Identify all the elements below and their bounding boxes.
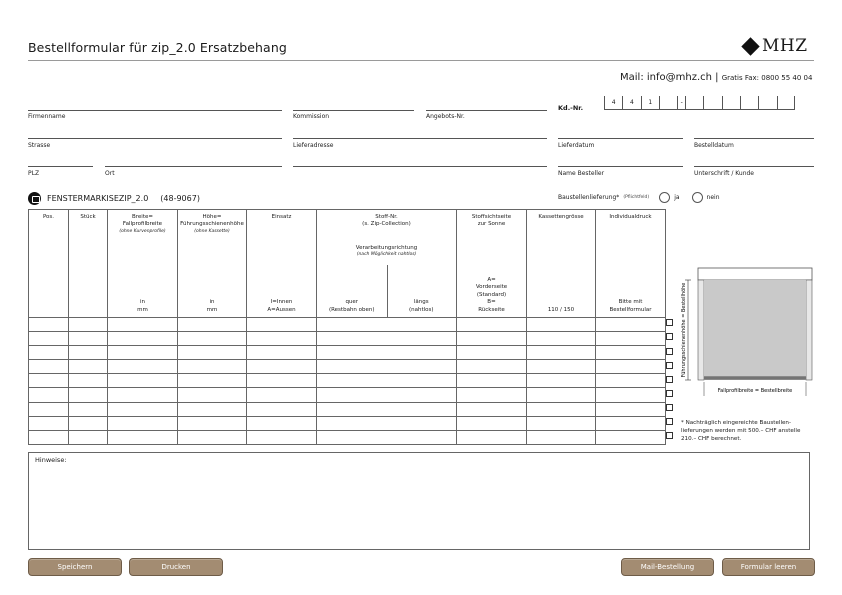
plz-input[interactable] bbox=[28, 166, 93, 167]
header-divider bbox=[28, 60, 814, 61]
cell-breite[interactable] bbox=[108, 360, 178, 374]
page-title: Bestellformular für zip_2.0 Ersatzbehang bbox=[28, 40, 287, 55]
cell-quer[interactable] bbox=[317, 402, 457, 416]
lieferdatum-input[interactable] bbox=[558, 138, 683, 139]
kd-nr-digit[interactable] bbox=[722, 96, 740, 110]
cell-laengs[interactable] bbox=[457, 332, 527, 346]
speichern-button[interactable]: Speichern bbox=[28, 558, 122, 576]
table-row bbox=[29, 374, 666, 388]
cell-einsatz[interactable] bbox=[247, 402, 317, 416]
kd-nr-digit[interactable] bbox=[685, 96, 703, 110]
cell-stueck[interactable] bbox=[69, 402, 108, 416]
individualdruck-checkbox[interactable] bbox=[666, 376, 673, 383]
name-besteller-input[interactable] bbox=[558, 166, 683, 167]
cell-breite[interactable] bbox=[108, 318, 178, 332]
cell-hoehe[interactable] bbox=[178, 318, 247, 332]
window-icon bbox=[28, 192, 41, 205]
contact-line bbox=[620, 72, 812, 83]
table-row bbox=[29, 416, 666, 430]
cell-pos[interactable] bbox=[29, 388, 69, 402]
table-row bbox=[29, 402, 666, 416]
cell-stueck[interactable] bbox=[69, 318, 108, 332]
unterschrift-label: Unterschrift / Kunde bbox=[694, 170, 755, 177]
kd-nr-digit[interactable] bbox=[758, 96, 776, 110]
kd-nr-label: Kd.-Nr. bbox=[558, 104, 584, 112]
unterschrift-input[interactable] bbox=[694, 166, 814, 167]
col-stoffsichtseite: Stoffsichtseite zur Sonne A= Vorderseite (Standard) B= Rückseite bbox=[457, 210, 527, 318]
table-row bbox=[29, 346, 666, 360]
col-individualdruck: Individualdruck Bitte mit Bestellformular bbox=[596, 210, 666, 318]
col-stoff: Stoff-Nr. (s. Zip-Collection) Verarbeitungsrichtung (nach Möglichkeit nahtlos) quer (Restbahn oben) längs (nahtlos) bbox=[317, 210, 457, 318]
cell-stueck[interactable] bbox=[69, 416, 108, 430]
cell-laengs[interactable] bbox=[457, 346, 527, 360]
cell-stueck[interactable] bbox=[69, 374, 108, 388]
col-breite: Breite= Fallprofilbreite (ohne Kurvenprofile) in mm bbox=[108, 210, 178, 318]
individualdruck-checkbox[interactable] bbox=[666, 404, 673, 411]
section-code: (48-9067) bbox=[160, 194, 200, 203]
lieferadresse-line2-input[interactable] bbox=[293, 166, 547, 167]
cell-kassette[interactable] bbox=[596, 416, 666, 430]
kd-nr-field[interactable] bbox=[604, 96, 795, 110]
cell-kassette[interactable] bbox=[596, 332, 666, 346]
cell-einsatz[interactable] bbox=[247, 388, 317, 402]
cell-stoffsichtseite[interactable] bbox=[527, 388, 596, 402]
ort-label: Ort bbox=[105, 170, 115, 177]
vertical-dimension-label: Führungsschienenhöhe = Bestellhöhe bbox=[681, 282, 687, 378]
strasse-input[interactable] bbox=[28, 138, 282, 139]
cell-quer[interactable] bbox=[317, 346, 457, 360]
cell-quer[interactable] bbox=[317, 416, 457, 430]
ort-input[interactable] bbox=[105, 166, 282, 167]
cell-stoffsichtseite[interactable] bbox=[527, 360, 596, 374]
section-title: FENSTERMARKISEZIP_2.0 bbox=[47, 194, 149, 203]
kd-nr-digit[interactable]: 4 bbox=[622, 96, 640, 110]
cell-pos[interactable] bbox=[29, 360, 69, 374]
cell-stoffsichtseite[interactable] bbox=[527, 374, 596, 388]
cell-kassette[interactable] bbox=[596, 388, 666, 402]
cell-hoehe[interactable] bbox=[178, 332, 247, 346]
cell-breite[interactable] bbox=[108, 402, 178, 416]
cell-quer[interactable] bbox=[317, 360, 457, 374]
section-heading bbox=[28, 192, 200, 205]
col-einsatz: Einsatz I=Innen A=Aussen bbox=[247, 210, 317, 318]
table-row bbox=[29, 332, 666, 346]
cell-stueck[interactable] bbox=[69, 430, 108, 444]
radio-ja[interactable] bbox=[659, 192, 670, 203]
mail-text: Mail: info@mhz.ch | bbox=[620, 72, 719, 83]
radio-nein[interactable] bbox=[692, 192, 703, 203]
kd-nr-digit[interactable] bbox=[659, 96, 677, 110]
col-hoehe: Höhe= Führungsschienenhöhe (ohne Kassette) in mm bbox=[178, 210, 247, 318]
cell-hoehe[interactable] bbox=[178, 346, 247, 360]
col-pos: Pos. bbox=[29, 210, 69, 318]
table-row bbox=[29, 318, 666, 332]
cell-stueck[interactable] bbox=[69, 360, 108, 374]
table-row bbox=[29, 388, 666, 402]
col-stueck: Stück bbox=[69, 210, 108, 318]
cell-quer[interactable] bbox=[317, 318, 457, 332]
horizontal-dimension-label: Fallprofilbreite = Bestellbreite bbox=[717, 388, 793, 394]
lieferadresse-input[interactable] bbox=[293, 138, 547, 139]
order-table bbox=[28, 209, 666, 445]
cell-hoehe[interactable] bbox=[178, 388, 247, 402]
cell-quer[interactable] bbox=[317, 332, 457, 346]
bestelldatum-label: Bestelldatum bbox=[694, 142, 734, 149]
strasse-label: Strasse bbox=[28, 142, 51, 149]
individualdruck-checkbox[interactable] bbox=[666, 432, 673, 439]
cell-laengs[interactable] bbox=[457, 430, 527, 444]
firmenname-label: Firmenname bbox=[28, 113, 66, 120]
cell-pos[interactable] bbox=[29, 416, 69, 430]
kommission-input[interactable] bbox=[293, 110, 414, 111]
table-row bbox=[29, 430, 666, 444]
col-kassette: Kassettengrösse 110 / 150 bbox=[527, 210, 596, 318]
cell-kassette[interactable] bbox=[596, 402, 666, 416]
surcharge-note: * Nachträglich eingereichte Baustellen- lieferungen werden mit 500.– CHF anstelle 210.– CHF berechnet. bbox=[681, 420, 801, 443]
cell-hoehe[interactable] bbox=[178, 360, 247, 374]
cell-einsatz[interactable] bbox=[247, 346, 317, 360]
plz-label: PLZ bbox=[28, 170, 40, 177]
cell-pos[interactable] bbox=[29, 332, 69, 346]
right-rail bbox=[806, 280, 812, 380]
diamond-icon bbox=[741, 37, 759, 55]
kommission-label: Kommission bbox=[293, 113, 330, 120]
formular-leeren-button[interactable]: Formular leeren bbox=[722, 558, 815, 576]
cell-kassette[interactable] bbox=[596, 374, 666, 388]
kd-nr-digit[interactable]: 4 bbox=[604, 96, 622, 110]
mail-bestellung-button[interactable]: Mail-Bestellung bbox=[621, 558, 714, 576]
table-header-row bbox=[29, 210, 666, 318]
cell-pos[interactable] bbox=[29, 318, 69, 332]
angebots-nr-input[interactable] bbox=[426, 110, 547, 111]
cassette-shape bbox=[698, 268, 812, 280]
cell-einsatz[interactable] bbox=[247, 374, 317, 388]
cell-einsatz[interactable] bbox=[247, 430, 317, 444]
cell-quer[interactable] bbox=[317, 430, 457, 444]
cell-breite[interactable] bbox=[108, 388, 178, 402]
cell-stueck[interactable] bbox=[69, 332, 108, 346]
cell-pos[interactable] bbox=[29, 346, 69, 360]
baustellen-label: Baustellenlieferung* bbox=[558, 194, 620, 201]
cell-pos[interactable] bbox=[29, 402, 69, 416]
cell-laengs[interactable] bbox=[457, 360, 527, 374]
cell-laengs[interactable] bbox=[457, 402, 527, 416]
hinweise-label: Hinweise: bbox=[35, 456, 67, 464]
cell-quer[interactable] bbox=[317, 388, 457, 402]
cell-kassette[interactable] bbox=[596, 430, 666, 444]
cell-breite[interactable] bbox=[108, 416, 178, 430]
radio-ja-label: ja bbox=[674, 194, 680, 201]
cell-stueck[interactable] bbox=[69, 388, 108, 402]
cell-breite[interactable] bbox=[108, 332, 178, 346]
cell-hoehe[interactable] bbox=[178, 374, 247, 388]
table-row bbox=[29, 360, 666, 374]
cell-hoehe[interactable] bbox=[178, 402, 247, 416]
left-rail bbox=[698, 280, 704, 380]
lieferdatum-label: Lieferdatum bbox=[558, 142, 595, 149]
cell-hoehe[interactable] bbox=[178, 430, 247, 444]
cell-stoffsichtseite[interactable] bbox=[527, 402, 596, 416]
cell-laengs[interactable] bbox=[457, 318, 527, 332]
drucken-button[interactable]: Drucken bbox=[129, 558, 223, 576]
cell-stoffsichtseite[interactable] bbox=[527, 332, 596, 346]
mhz-logo bbox=[744, 36, 808, 56]
cell-breite[interactable] bbox=[108, 430, 178, 444]
cell-stoffsichtseite[interactable] bbox=[527, 318, 596, 332]
baustellen-group bbox=[558, 192, 720, 203]
kd-nr-digit[interactable] bbox=[777, 96, 795, 110]
kd-nr-separator: - bbox=[677, 96, 685, 110]
cell-einsatz[interactable] bbox=[247, 318, 317, 332]
cell-stueck[interactable] bbox=[69, 346, 108, 360]
individualdruck-checkbox[interactable] bbox=[666, 333, 673, 340]
awning-diagram bbox=[680, 266, 814, 402]
name-besteller-label: Name Besteller bbox=[558, 170, 605, 177]
cell-stoffsichtseite[interactable] bbox=[527, 416, 596, 430]
cell-pos[interactable] bbox=[29, 430, 69, 444]
cell-quer[interactable] bbox=[317, 374, 457, 388]
fax-text: Gratis Fax: 0800 55 40 04 bbox=[721, 74, 813, 82]
cell-hoehe[interactable] bbox=[178, 416, 247, 430]
cell-breite[interactable] bbox=[108, 374, 178, 388]
cell-laengs[interactable] bbox=[457, 388, 527, 402]
brand-name: MHZ bbox=[762, 36, 808, 56]
cell-stoffsichtseite[interactable] bbox=[527, 346, 596, 360]
angebots-nr-label: Angebots-Nr. bbox=[426, 113, 465, 120]
lieferadresse-label: Lieferadresse bbox=[293, 142, 334, 149]
cell-breite[interactable] bbox=[108, 346, 178, 360]
individualdruck-checkbox[interactable] bbox=[666, 390, 673, 397]
cell-kassette[interactable] bbox=[596, 318, 666, 332]
kd-nr-digit[interactable] bbox=[703, 96, 721, 110]
firmenname-input[interactable] bbox=[28, 110, 282, 111]
individualdruck-checkbox[interactable] bbox=[666, 362, 673, 369]
individualdruck-checkbox[interactable] bbox=[666, 348, 673, 355]
baustellen-hint: (Pflichtfeld) bbox=[623, 195, 650, 200]
fabric-shape bbox=[704, 280, 806, 380]
cell-einsatz[interactable] bbox=[247, 332, 317, 346]
hinweise-textarea[interactable] bbox=[28, 452, 810, 550]
individualdruck-checkbox[interactable] bbox=[666, 418, 673, 425]
kd-nr-digit[interactable]: 1 bbox=[641, 96, 659, 110]
cell-laengs[interactable] bbox=[457, 416, 527, 430]
cell-laengs[interactable] bbox=[457, 374, 527, 388]
cell-kassette[interactable] bbox=[596, 346, 666, 360]
individualdruck-checkbox[interactable] bbox=[666, 319, 673, 326]
cell-einsatz[interactable] bbox=[247, 360, 317, 374]
cell-pos[interactable] bbox=[29, 374, 69, 388]
bestelldatum-input[interactable] bbox=[694, 138, 814, 139]
cell-kassette[interactable] bbox=[596, 360, 666, 374]
radio-nein-label: nein bbox=[706, 194, 720, 201]
cell-einsatz[interactable] bbox=[247, 416, 317, 430]
kd-nr-digit[interactable] bbox=[740, 96, 758, 110]
cell-stoffsichtseite[interactable] bbox=[527, 430, 596, 444]
